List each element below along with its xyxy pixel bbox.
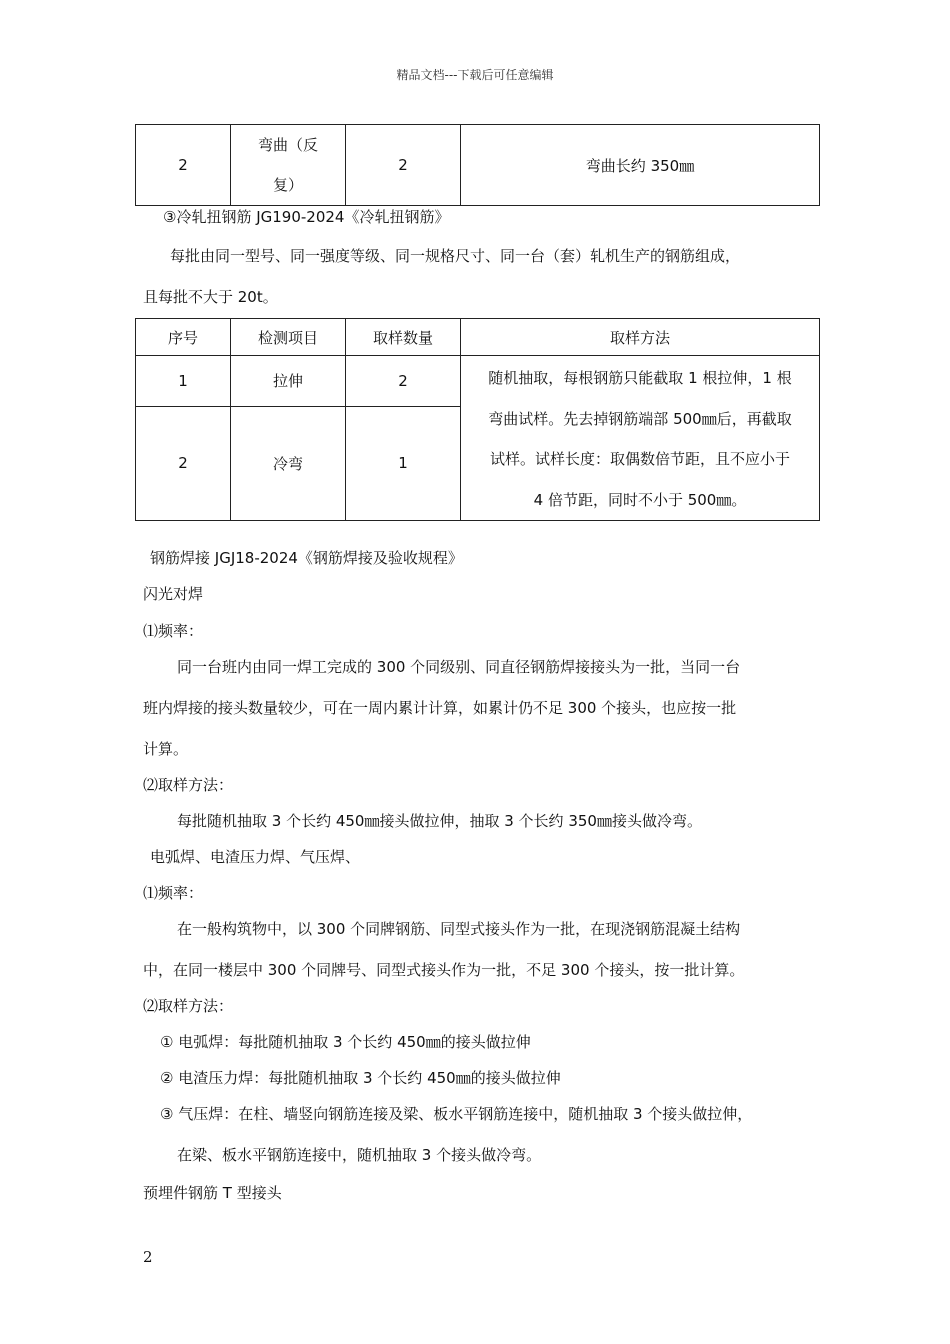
table-cell: 2 [346, 125, 461, 206]
method-line: 4 倍节距，同时不小于 500㎜。 [533, 490, 747, 509]
page-header: 精品文档---下载后可任意编辑 [396, 68, 554, 82]
table-cell: 冷弯 [231, 406, 346, 520]
table-cell: 弯曲（反复） [231, 125, 346, 206]
frequency-label: ⑴频率： [143, 622, 204, 640]
method-cell [461, 356, 820, 521]
sampling-label: ⑵取样方法： [143, 776, 234, 794]
section3-paragraph-line2: 且每批不大于 20t。 [143, 288, 278, 306]
table-header-cell: 取样数量 [346, 319, 461, 356]
bend-table [135, 124, 820, 206]
sampling-table [135, 318, 820, 521]
method-line: 随机抽取，每根钢筋只能截取 1 根拉伸，1 根 [488, 369, 792, 387]
flash-weld-title: 闪光对焊 [143, 585, 204, 603]
weld-section-title: 钢筋焊接 JGJ18-2024《钢筋焊接及验收规程》 [150, 549, 463, 567]
table-cell: 2 [346, 356, 461, 407]
section3-title: ③冷轧扭钢筋 JG190-2024《冷轧扭钢筋》 [163, 208, 450, 226]
gas-pressure-item-line2: 在梁、板水平钢筋连接中，随机抽取 3 个接头做冷弯。 [177, 1146, 542, 1164]
electroslag-item: ② 电渣压力焊：每批随机抽取 3 个长约 450㎜的接头做拉伸 [160, 1069, 561, 1087]
arc-weld-item: ① 电弧焊：每批随机抽取 3 个长约 450㎜的接头做拉伸 [160, 1033, 531, 1051]
table-cell: 2 [136, 406, 231, 520]
table-cell: 2 [136, 125, 231, 206]
table-cell: 弯曲长约 350㎜ [461, 125, 820, 206]
frequency-paragraph-line1: 在一般构筑物中，以 300 个同牌钢筋、同型式接头作为一批，在现浇钢筋混凝土结构 [177, 920, 741, 938]
frequency-paragraph-line3: 计算。 [143, 740, 189, 758]
sampling-text: 每批随机抽取 3 个长约 450㎜接头做拉伸，抽取 3 个长约 350㎜接头做冷弯。 [177, 812, 702, 830]
table-cell: 1 [346, 406, 461, 520]
sampling-label: ⑵取样方法： [143, 997, 234, 1015]
method-line: 弯曲试样。先去掉钢筋端部 500㎜后，再截取 [488, 409, 792, 428]
frequency-paragraph-line1: 同一台班内由同一焊工完成的 300 个同级别、同直径钢筋焊接接头为一批，当同一台 [177, 658, 741, 676]
frequency-label: ⑴频率： [143, 884, 204, 902]
frequency-paragraph-line2: 中，在同一楼层中 300 个同牌号、同型式接头作为一批，不足 300 个接头，按一批计算。 [143, 961, 745, 979]
arc-weld-title: 电弧焊、电渣压力焊、气压焊、 [150, 848, 361, 866]
table-cell: 1 [136, 356, 231, 407]
section3-paragraph-line1: 每批由同一型号、同一强度等级、同一规格尺寸、同一台（套）轧机生产的钢筋组成， [170, 247, 741, 265]
method-line: 试样。试样长度：取偶数倍节距，且不应小于 [489, 450, 790, 468]
table-cell: 拉伸 [231, 356, 346, 407]
gas-pressure-item-line1: ③ 气压焊：在柱、墙竖向钢筋连接及梁、板水平钢筋连接中，随机抽取 3 个接头做拉伸， [160, 1105, 753, 1123]
frequency-paragraph-line2: 班内焊接的接头数量较少，可在一周内累计计算，如累计仍不足 300 个接头，也应按一批 [143, 699, 737, 717]
table-header-cell: 检测项目 [231, 319, 346, 356]
embedded-part-title: 预埋件钢筋 T 型接头 [143, 1184, 282, 1202]
table-header-cell: 取样方法 [461, 319, 820, 356]
page-number: 2 [143, 1248, 153, 1266]
table-header-cell: 序号 [136, 319, 231, 356]
